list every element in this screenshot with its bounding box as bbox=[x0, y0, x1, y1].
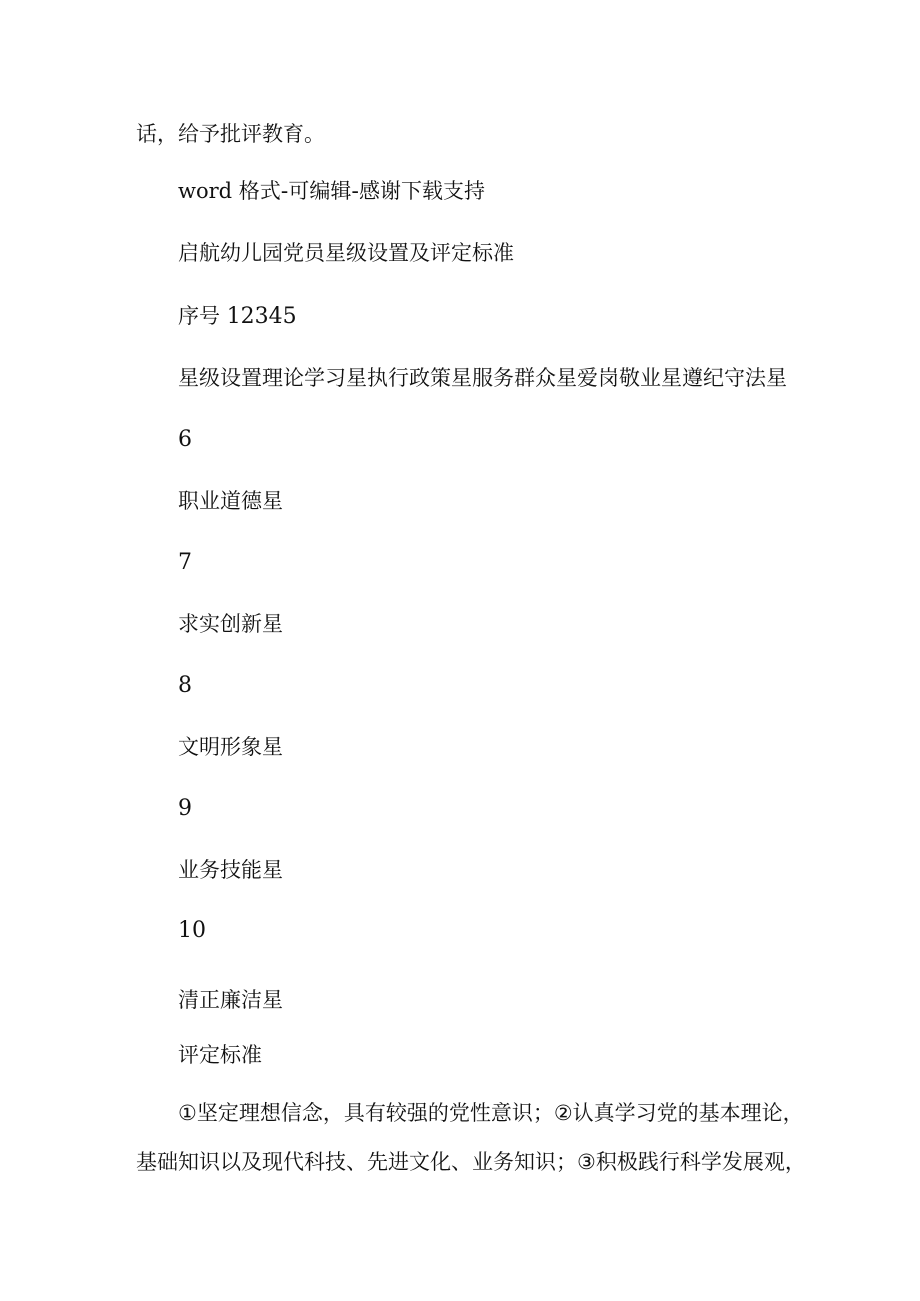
continuation-text: 话，给予批评教育。 bbox=[136, 122, 325, 146]
item-name: 业务技能星 bbox=[178, 858, 283, 882]
criteria-text-line-2: 基础知识以及现代科技、先进文化、业务知识；③积极践行科学发展观， bbox=[136, 1150, 806, 1174]
criteria-label: 评定标准 bbox=[178, 1043, 262, 1067]
item-number: 9 bbox=[178, 796, 192, 821]
watermark-prefix: word bbox=[178, 179, 233, 203]
serial-row bbox=[178, 301, 297, 332]
criteria-text-line-1: ①坚定理想信念，具有较强的党性意识；②认真学习党的基本理论， bbox=[178, 1101, 804, 1125]
item-name: 清正廉洁星 bbox=[178, 988, 283, 1012]
item-number: 7 bbox=[178, 550, 192, 575]
item-name: 职业道德星 bbox=[178, 489, 283, 513]
item-name: 文明形象星 bbox=[178, 735, 283, 759]
serial-label: 序号 bbox=[178, 304, 220, 328]
document-title: 启航幼儿园党员星级设置及评定标准 bbox=[178, 241, 514, 265]
item-number: 6 bbox=[178, 427, 192, 452]
star-header-row: 星级设置理论学习星执行政策星服务群众星爱岗敬业星遵纪守法星 bbox=[178, 366, 787, 390]
item-number: 10 bbox=[178, 918, 206, 943]
item-number: 8 bbox=[178, 673, 192, 698]
serial-numbers: 12345 bbox=[226, 304, 297, 329]
watermark-suffix: 格式-可编辑-感谢下载支持 bbox=[238, 179, 485, 203]
item-name: 求实创新星 bbox=[178, 612, 283, 636]
watermark-line bbox=[178, 176, 485, 206]
